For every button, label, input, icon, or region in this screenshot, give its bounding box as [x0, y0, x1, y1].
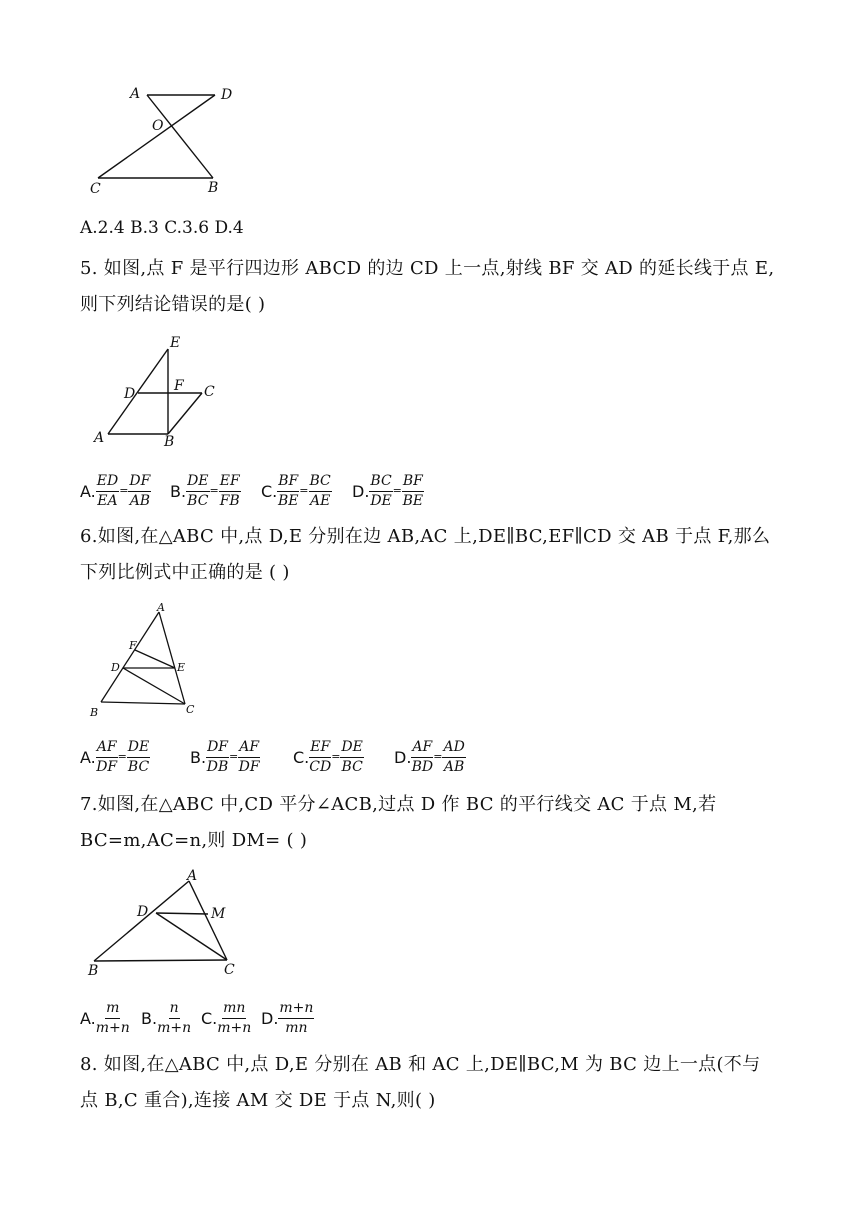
q7-label-M: M [211, 906, 226, 922]
q5-label-A: A [94, 430, 105, 446]
q5-options [80, 469, 480, 513]
q8-text-line2: 点 B,C 重合),连接 AM 交 DE 于点 N,则( ) [80, 1090, 436, 1111]
q6-figure [84, 600, 204, 720]
q7-figure [84, 866, 244, 982]
q7-label-B: B [88, 963, 99, 979]
q7-label-D: D [137, 904, 149, 920]
q6-option-C[interactable]: C. $\frac{EF}{CD}$ = $\frac{DE}{BC}$ [293, 738, 363, 775]
q4-label-O: O [152, 118, 164, 134]
q7-text-line2: BC=m,AC=n,则 DM= ( ) [80, 830, 308, 851]
q6-label-E: E [177, 661, 186, 674]
q5-text-line2: 则下列结论错误的是( ) [80, 294, 266, 315]
q5-option-C[interactable]: C. $\frac{BF}{BE}$ = $\frac{BC}{AE}$ [261, 472, 331, 509]
q4-figure [80, 78, 250, 198]
q6-option-A[interactable]: A. $\frac{AF}{DF}$ = $\frac{DE}{BC}$ [80, 738, 150, 775]
q5-text-line1: 5. 如图,点 F 是平行四边形 ABCD 的边 CD 上一点,射线 BF 交 AD 的延长线于点 E, [80, 258, 775, 279]
q7-label-A: A [187, 868, 198, 884]
q6-label-B: B [90, 706, 99, 719]
q5-label-F: F [174, 378, 184, 394]
q5-label-B: B [164, 434, 175, 450]
q6-text-line2: 下列比例式中正确的是 ( ) [80, 562, 290, 583]
q7-option-D[interactable]: D. $\frac{m+n}{mn}$ [261, 999, 314, 1036]
q4-options: A.2.4 B.3 C.3.6 D.4 [80, 218, 244, 238]
q5-label-D: D [124, 386, 136, 402]
q6-options [80, 735, 500, 779]
q4-label-A: A [130, 86, 141, 102]
q5-label-C: C [204, 384, 215, 400]
q6-label-C: C [186, 703, 195, 716]
q6-option-B[interactable]: B. $\frac{DF}{DB}$ = $\frac{AF}{DF}$ [190, 738, 260, 775]
q5-option-B[interactable]: B. $\frac{DE}{BC}$ = $\frac{EF}{FB}$ [170, 472, 240, 509]
q7-option-C[interactable]: C. $\frac{mn}{m+n}$ [201, 999, 252, 1036]
q5-option-D[interactable]: D. $\frac{BC}{DE}$ = $\frac{BF}{BE}$ [352, 472, 424, 509]
q6-label-A: A [157, 601, 165, 614]
q6-label-D: D [111, 661, 120, 674]
q5-option-A[interactable]: A. $\frac{ED}{EA}$ = $\frac{DF}{AB}$ [80, 472, 151, 509]
q7-text-line1: 7.如图,在△ABC 中,CD 平分∠ACB,过点 D 作 BC 的平行线交 AC 于点 M,若 [80, 794, 717, 815]
q7-label-C: C [224, 962, 235, 978]
q4-label-C: C [90, 181, 101, 197]
q6-text-line1: 6.如图,在△ABC 中,点 D,E 分别在边 AB,AC 上,DE∥BC,EF∥CD 交 AB 于点 F,那么 [80, 526, 771, 547]
q7-option-A[interactable]: A. $\frac{m}{m+n}$ [80, 999, 130, 1036]
q5-label-E: E [170, 335, 181, 351]
q4-label-B: B [208, 180, 219, 196]
q6-label-F: F [129, 639, 137, 652]
q8-text-line1: 8. 如图,在△ABC 中,点 D,E 分别在 AB 和 AC 上,DE∥BC,M 为 BC 边上一点(不与 [80, 1054, 761, 1075]
q7-option-B[interactable]: B. $\frac{n}{m+n}$ [141, 999, 192, 1036]
q5-figure [80, 330, 230, 450]
q6-option-D[interactable]: D. $\frac{AF}{BD}$ = $\frac{AD}{AB}$ [394, 738, 465, 775]
q7-options [80, 996, 360, 1040]
q4-label-D: D [221, 87, 233, 103]
